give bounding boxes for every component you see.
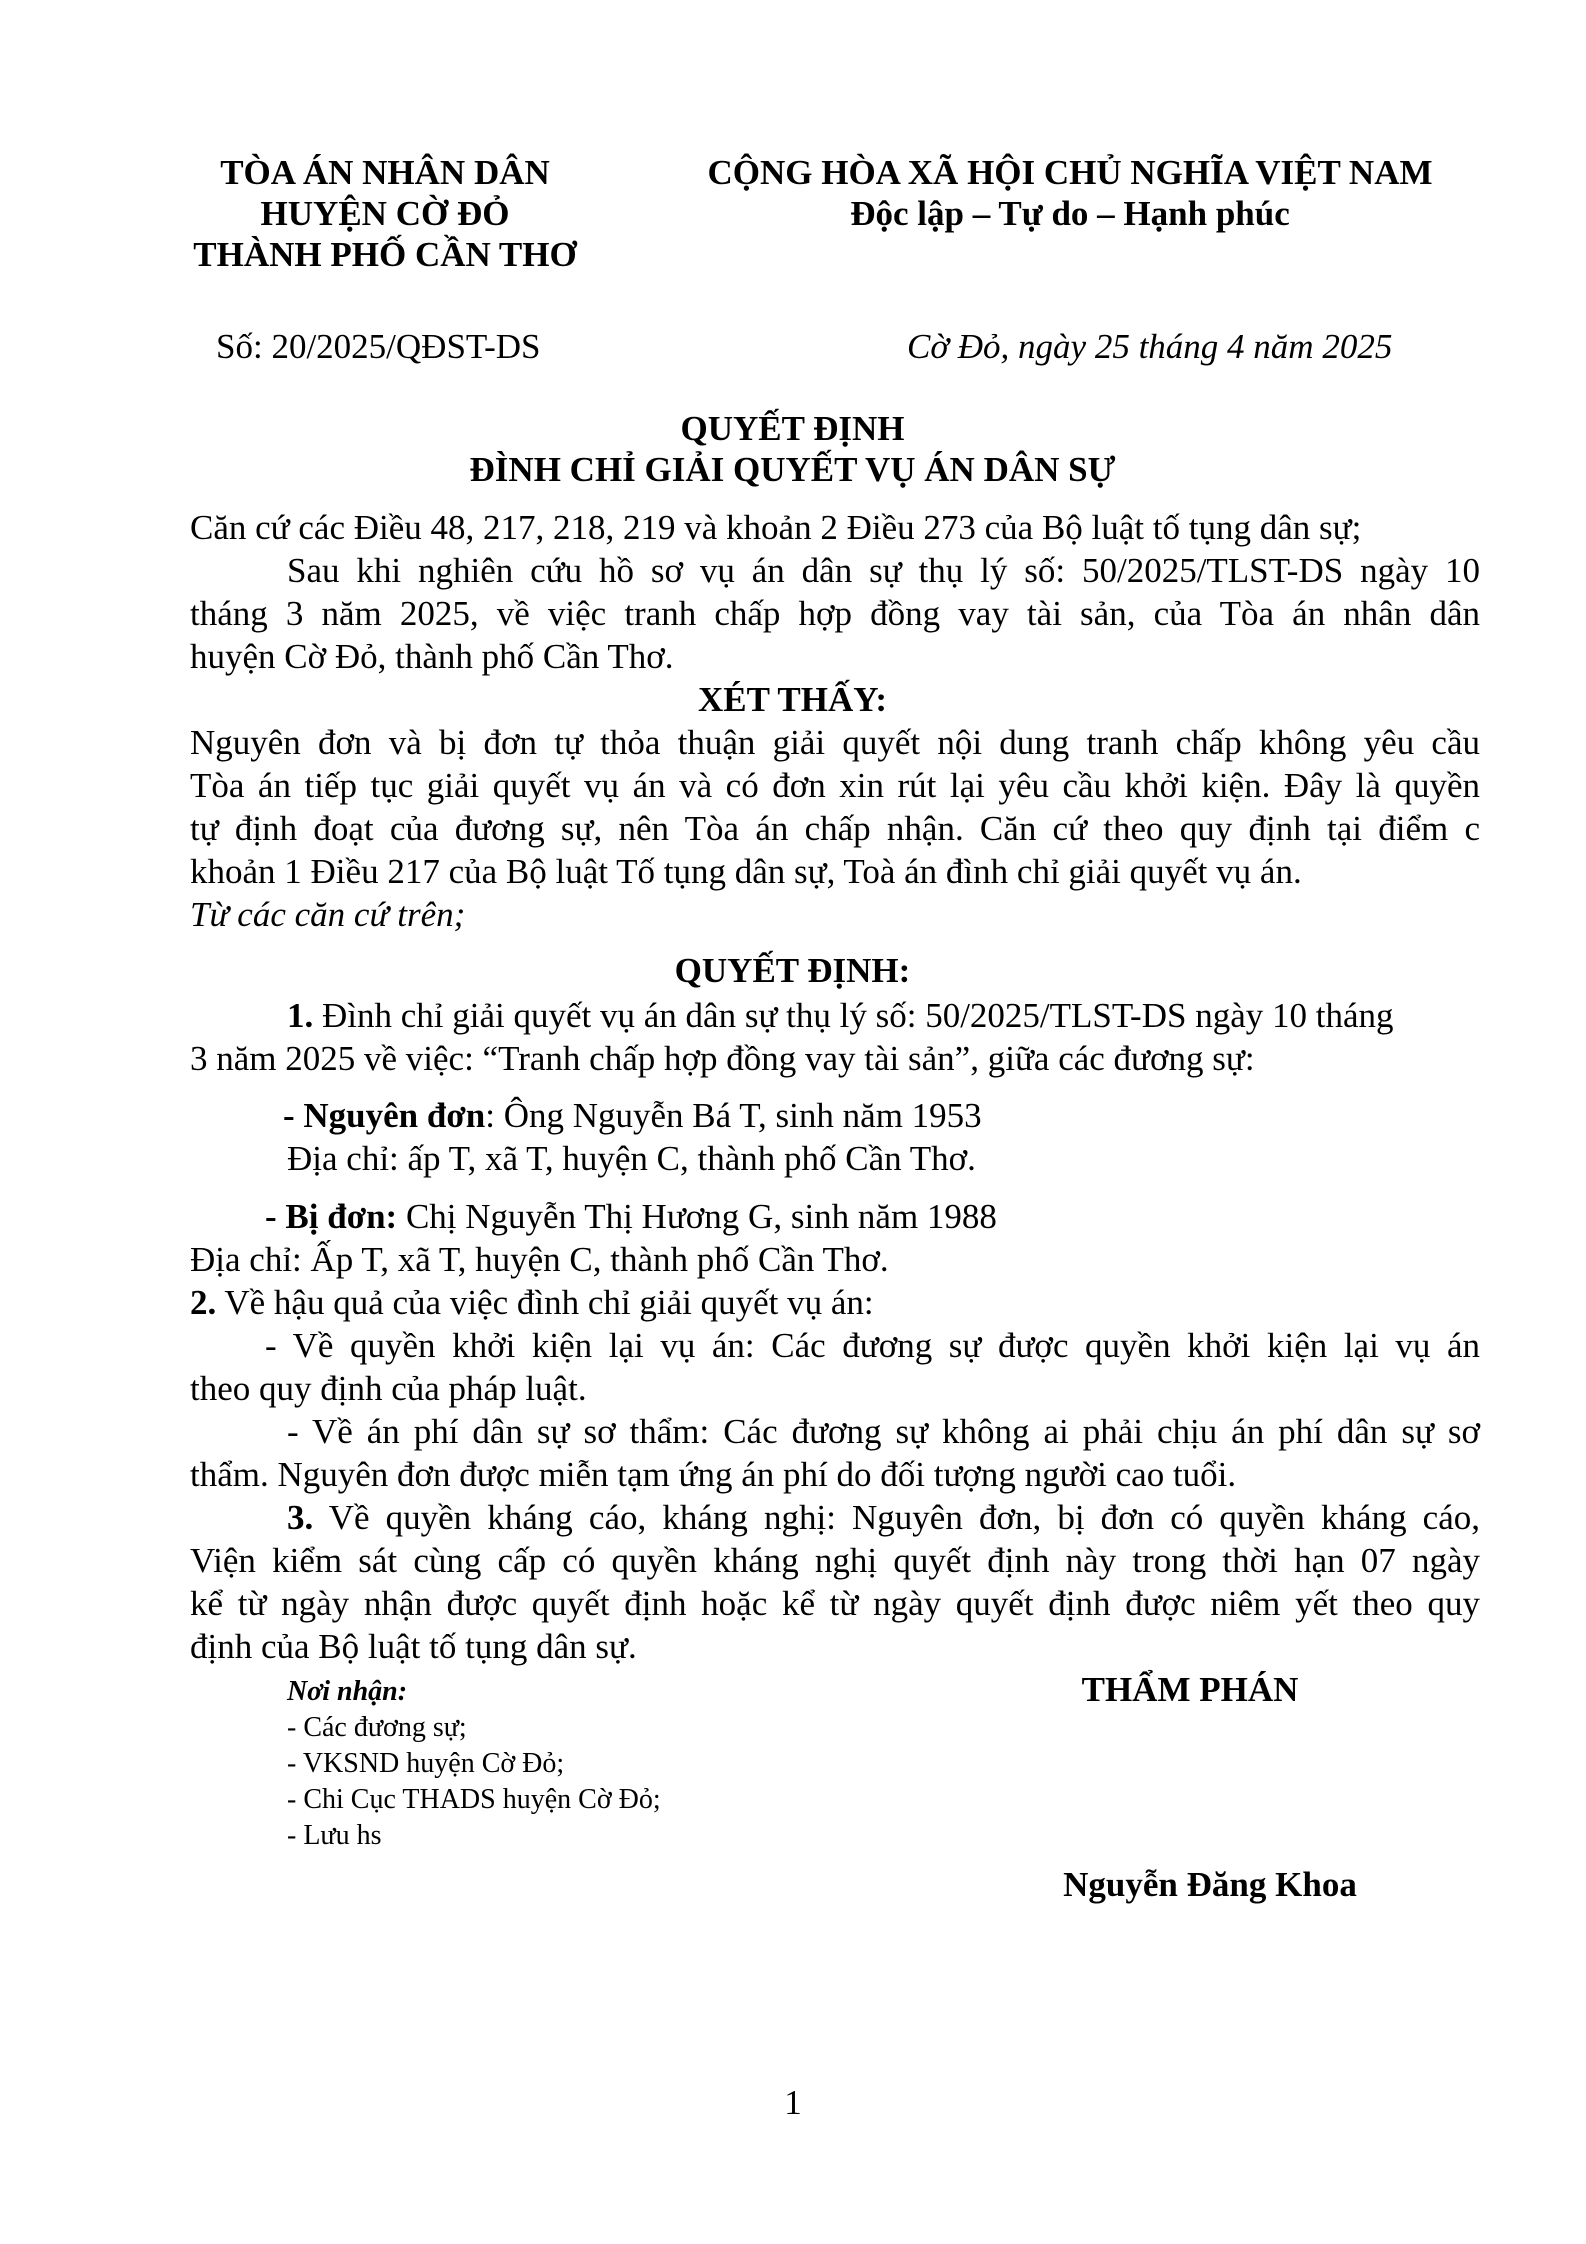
findings-line3: tự định đoạt của đương sự, nên Tòa án chấp nhận. Căn cứ theo quy định tại điểm c	[190, 809, 1480, 848]
findings-line4: khoản 1 Điều 217 của Bộ luật Tố tụng dân sự, Toà án đình chỉ giải quyết vụ án.	[190, 852, 1302, 891]
decision-item2a-line1: - Về quyền khởi kiện lại vụ án: Các đương sự được quyền khởi kiện lại vụ án	[265, 1326, 1480, 1365]
court-name-line3: THÀNH PHỐ CẦN THƠ	[193, 235, 577, 274]
recipients-heading: Nơi nhận:	[287, 1676, 408, 1707]
basis-paragraph-2-line3: huyện Cờ Đỏ, thành phố Cần Thơ.	[190, 637, 674, 676]
recipient-item: - Lưu hs	[287, 1820, 382, 1851]
decision-heading: QUYẾT ĐỊNH:	[674, 951, 911, 990]
place-and-date: Cờ Đỏ, ngày 25 tháng 4 năm 2025	[907, 327, 1393, 366]
decision-item1-text: Đình chỉ giải quyết vụ án dân sự thụ lý số: 50/2025/TLST-DS ngày 10 tháng	[313, 996, 1394, 1035]
basis-paragraph-2-line1: Sau khi nghiên cứu hồ sơ vụ án dân sự thụ lý số: 50/2025/TLST-DS ngày 10	[287, 551, 1480, 590]
defendant-label: - Bị đơn:	[265, 1197, 398, 1236]
decision-item3-line3: kể từ ngày nhận được quyết định hoặc kể từ ngày quyết định được niêm yết theo quy	[190, 1584, 1480, 1623]
decision-item2a-line2: theo quy định của pháp luật.	[190, 1369, 587, 1408]
decision-item2b-line2: thẩm. Nguyên đơn được miễn tạm ứng án phí do đối tượng người cao tuổi.	[190, 1455, 1237, 1494]
recipient-item: - VKSND huyện Cờ Đỏ;	[287, 1748, 565, 1779]
basis-paragraph-1: Căn cứ các Điều 48, 217, 218, 219 và khoản 2 Điều 273 của Bộ luật tố tụng dân sự;	[190, 508, 1362, 547]
document-title: QUYẾT ĐỊNH	[680, 409, 905, 448]
recipient-item: - Chi Cục THADS huyện Cờ Đỏ;	[287, 1784, 661, 1815]
plaintiff-line	[283, 1095, 982, 1137]
signer-name: Nguyễn Đăng Khoa	[1063, 1865, 1357, 1904]
decision-item1-line2: 3 năm 2025 về việc: “Tranh chấp hợp đồng vay tài sản”, giữa các đương sự:	[190, 1039, 1255, 1078]
recipient-item: - Các đương sự;	[287, 1712, 467, 1743]
plaintiff-label: - Nguyên đơn	[283, 1096, 486, 1135]
findings-heading: XÉT THẤY:	[697, 680, 887, 719]
findings-conclusion: Từ các căn cứ trên;	[190, 895, 466, 934]
defendant-address: Địa chỉ: Ấp T, xã T, huyện C, thành phố Cần Thơ.	[190, 1240, 889, 1279]
decision-item2-number: 2.	[190, 1283, 217, 1322]
court-name-line2: HUYỆN CỜ ĐỎ	[260, 194, 510, 233]
decision-item3-text: Về quyền kháng cáo, kháng nghị: Nguyên đơn, bị đơn có quyền kháng cáo,	[313, 1498, 1480, 1537]
decision-item1-number: 1.	[287, 996, 314, 1035]
decision-item2b-line1: - Về án phí dân sự sơ thẩm: Các đương sự không ai phải chịu án phí dân sự sơ	[287, 1412, 1480, 1451]
decision-item1-line1	[287, 995, 1393, 1037]
nation-motto: Độc lập – Tự do – Hạnh phúc	[850, 194, 1290, 233]
decision-item3-line1	[287, 1497, 1480, 1539]
decision-item3-number: 3.	[287, 1498, 314, 1537]
document-subtitle: ĐÌNH CHỈ GIẢI QUYẾT VỤ ÁN DÂN SỰ	[469, 450, 1116, 489]
findings-line1: Nguyên đơn và bị đơn tự thỏa thuận giải quyết nội dung tranh chấp không yêu cầu	[190, 723, 1480, 762]
document-number: Số: 20/2025/QĐST-DS	[216, 327, 541, 366]
basis-paragraph-2-line2: tháng 3 năm 2025, về việc tranh chấp hợp đồng vay tài sản, của Tòa án nhân dân	[190, 594, 1480, 633]
page-number: 1	[784, 2083, 802, 2122]
signer-role: THẨM PHÁN	[1081, 1670, 1299, 1709]
decision-item2-text: Về hậu quả của việc đình chỉ giải quyết vụ án:	[216, 1283, 874, 1322]
plaintiff-value: : Ông Nguyễn Bá T, sinh năm 1953	[485, 1096, 982, 1135]
defendant-value: Chị Nguyễn Thị Hương G, sinh năm 1988	[397, 1197, 997, 1236]
findings-line2: Tòa án tiếp tục giải quyết vụ án và có đơn xin rút lại yêu cầu khởi kiện. Đây là quyền	[190, 766, 1480, 805]
decision-item2-line	[190, 1282, 874, 1324]
decision-item3-line2: Viện kiểm sát cùng cấp có quyền kháng nghị quyết định này trong thời hạn 07 ngày	[190, 1541, 1480, 1580]
decision-item3-line4: định của Bộ luật tố tụng dân sự.	[190, 1627, 637, 1666]
plaintiff-address: Địa chỉ: ấp T, xã T, huyện C, thành phố Cần Thơ.	[287, 1139, 976, 1178]
court-name-line1: TÒA ÁN NHÂN DÂN	[220, 153, 550, 192]
defendant-line	[265, 1196, 997, 1238]
nation-title: CỘNG HÒA XÃ HỘI CHỦ NGHĨA VIỆT NAM	[707, 153, 1433, 192]
